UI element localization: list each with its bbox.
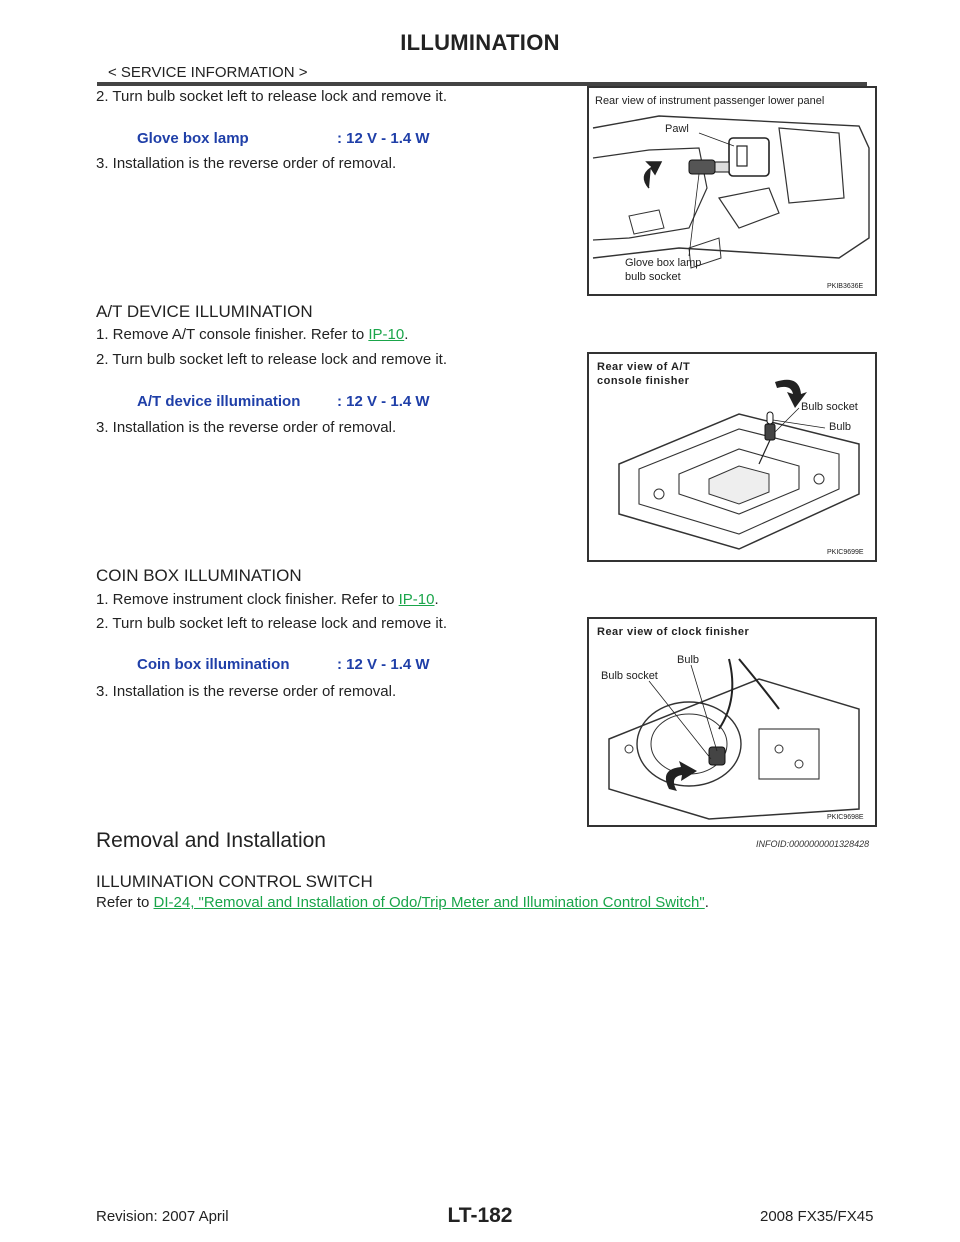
glove-spec-value: : 12 V - 1.4 W — [337, 130, 430, 147]
glove-figure-caption: Rear view of instrument passenger lower panel — [595, 95, 825, 107]
at-figure-label-bulb: Bulb — [829, 421, 852, 433]
at-step-1 — [96, 326, 408, 344]
page-number: LT-182 — [447, 1204, 513, 1227]
at-figure-caption-1: Rear view of A/T — [597, 361, 691, 373]
coin-step-1 — [96, 591, 439, 609]
at-spec-name: A/T device illumination — [137, 393, 301, 410]
coin-figure-code: PKIC9698E — [827, 814, 864, 821]
figure-glove-box-drawing — [589, 88, 875, 294]
at-step-1-suffix: . — [404, 326, 409, 343]
figure-at-device-drawing — [589, 354, 875, 560]
footer-model: 2008 FX35/FX45 — [760, 1208, 874, 1225]
glove-step-3: 3. Installation is the reverse order of removal. — [96, 155, 397, 172]
at-step-1-text: 1. Remove A/T console finisher. Refer to — [96, 326, 369, 343]
figure-coin-box — [587, 617, 877, 827]
coin-figure-label-bulb: Bulb — [677, 654, 700, 666]
glove-spec-name: Glove box lamp — [137, 130, 249, 147]
coin-box-heading: COIN BOX ILLUMINATION — [96, 566, 302, 585]
coin-spec-name: Coin box illumination — [137, 656, 290, 673]
at-figure-caption-2: console finisher — [597, 375, 690, 387]
coin-figure-caption: Rear view of clock finisher — [597, 626, 750, 638]
di24-link[interactable]: DI-24, "Removal and Installation of Odo/Trip Meter and Illumination Control Switch" — [153, 894, 705, 911]
coin-figure-label-socket: Bulb socket — [601, 670, 658, 682]
control-switch-heading: ILLUMINATION CONTROL SWITCH — [96, 872, 373, 891]
reference-suffix: . — [704, 894, 709, 911]
glove-step-2: 2. Turn bulb socket left to release lock and remove it. — [96, 88, 448, 105]
at-spec — [137, 393, 430, 410]
at-step-3: 3. Installation is the reverse order of removal. — [96, 419, 397, 436]
coin-step-3: 3. Installation is the reverse order of removal. — [96, 683, 397, 700]
page-title: ILLUMINATION — [400, 30, 560, 55]
at-spec-value: : 12 V - 1.4 W — [337, 393, 430, 410]
glove-figure-label-pawl: Pawl — [665, 123, 689, 135]
coin-step-1-suffix: . — [434, 591, 439, 608]
figure-at-device — [587, 352, 877, 562]
coin-ip10-link[interactable]: IP-10 — [398, 591, 435, 608]
figure-coin-box-drawing — [589, 619, 875, 825]
removal-heading: Removal and Installation — [96, 829, 326, 852]
coin-spec-value: : 12 V - 1.4 W — [337, 656, 430, 673]
at-figure-label-socket: Bulb socket — [801, 401, 858, 413]
footer-revision: Revision: 2007 April — [96, 1208, 229, 1225]
glove-figure-code: PKIB3636E — [827, 283, 864, 290]
coin-step-1-text: 1. Remove instrument clock finisher. Refer to — [96, 591, 399, 608]
glove-figure-label-socket-1: Glove box lamp — [625, 257, 702, 269]
at-figure-code: PKIC9699E — [827, 549, 864, 556]
reference-prefix: Refer to — [96, 894, 154, 911]
glove-spec — [137, 130, 430, 147]
glove-figure-label-socket-2: bulb socket — [625, 271, 681, 283]
coin-spec — [137, 656, 430, 673]
at-device-heading: A/T DEVICE ILLUMINATION — [96, 302, 313, 321]
breadcrumb: < SERVICE INFORMATION > — [108, 64, 308, 81]
removal-infoid: INFOID:0000000001328428 — [756, 839, 870, 849]
at-step-2: 2. Turn bulb socket left to release lock and remove it. — [96, 351, 448, 368]
figure-glove-box-lamp — [587, 86, 877, 296]
control-switch-reference — [96, 894, 709, 912]
at-ip10-link[interactable]: IP-10 — [368, 326, 405, 343]
coin-step-2: 2. Turn bulb socket left to release lock and remove it. — [96, 615, 448, 632]
